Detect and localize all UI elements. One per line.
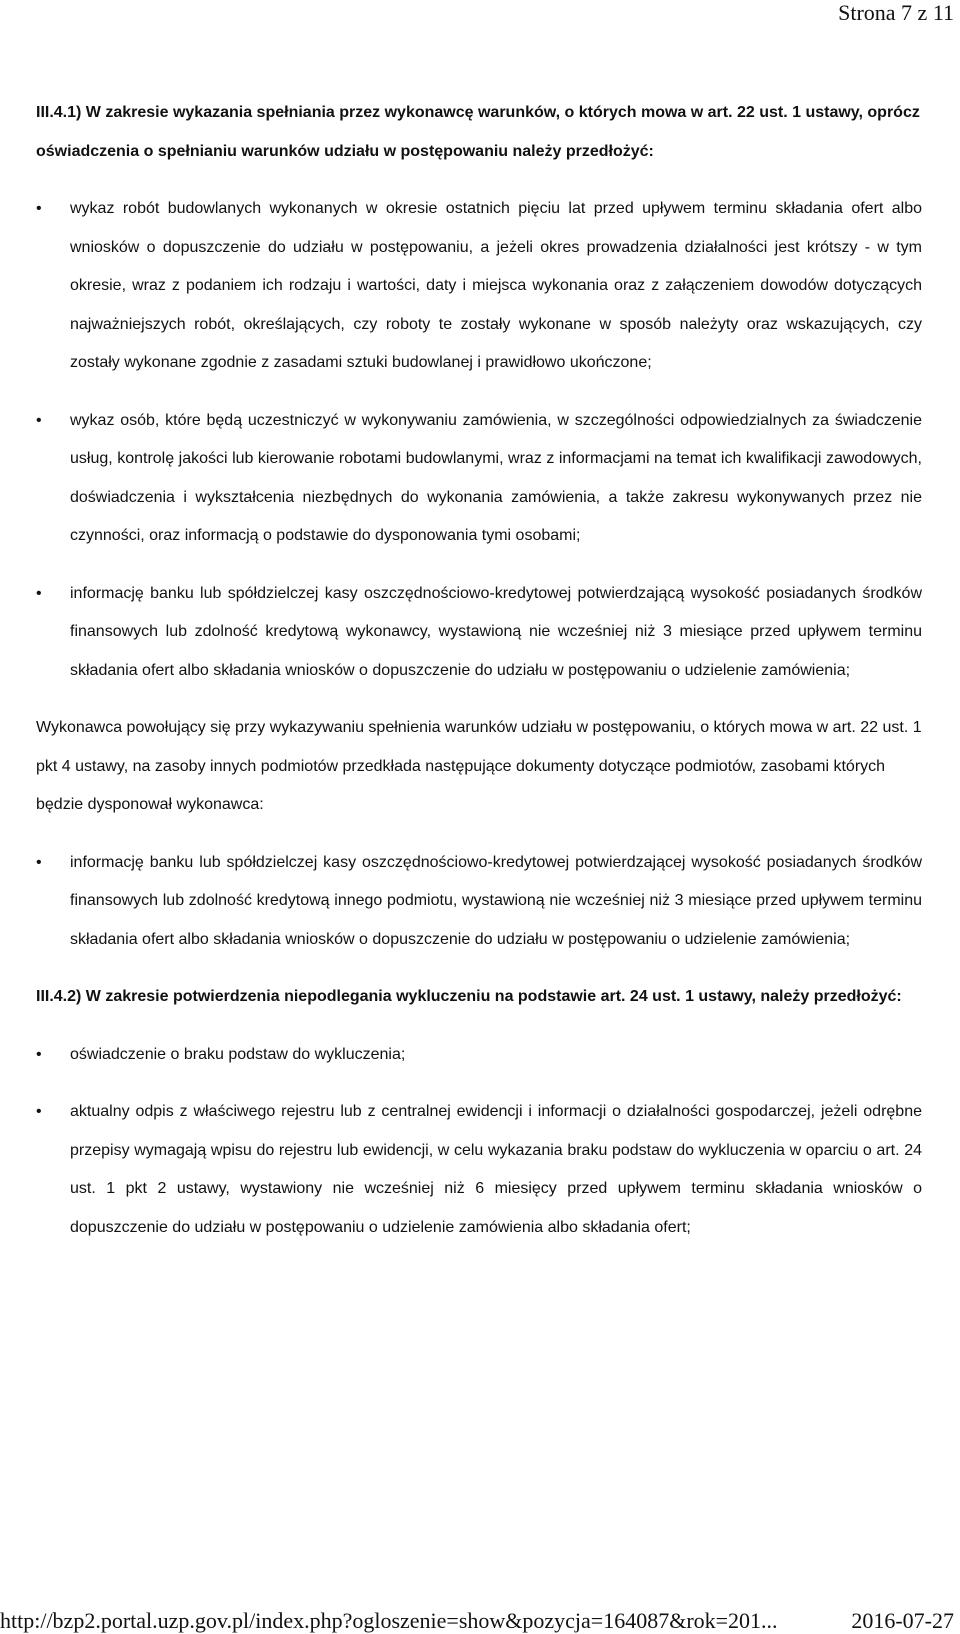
list-item: • aktualny odpis z właściwego rejestru lub z centralnej ewidencji i informacji o działalności gospodarczej, jeżeli odrębne przepisy wymagają wpisu do rejestru lub ewidencji, w celu wykazania braku podstaw do wykluczenia w oparciu o art. 24 ust. 1 pkt 2 ustawy, wystawiony nie wcześniej niż 6 miesięcy przed upływem terminu składania wniosków o dopuszczenie do udziału w postępowaniu o udzielenie zamówienia albo składania ofert; (36, 1093, 922, 1247)
list-item: • wykaz robót budowlanych wykonanych w okresie ostatnich pięciu lat przed upływem terminu składania ofert albo wniosków o dopuszczenie do udziału w postępowaniu, a jeżeli okres prowadzenia działalności jest krótszy - w tym okresie, wraz z podaniem ich rodzaju i wartości, daty i miejsca wykonania oraz z załączeniem dowodów dotyczących najważniejszych robót, określających, czy roboty te zostały wykonane w sposób należyty oraz wskazujących, czy zostały wykonane zgodnie z zasadami sztuki budowlanej i prawidłowo ukończone; (36, 190, 922, 383)
list-item: • wykaz osób, które będą uczestniczyć w wykonywaniu zamówienia, w szczególności odpowiedzialnych za świadczenie usług, kontrolę jakości lub kierowanie robotami budowlanymi, wraz z informacjami na temat ich kwalifikacji zawodowych, doświadczenia i wykształcenia niezbędnych do wykonania zamówienia, a także zakresu wykonywanych przez nie czynności, oraz informacją o podstawie do dysponowania tymi osobami; (36, 402, 922, 556)
section-heading-iii-4-2: III.4.2) W zakresie potwierdzenia niepodlegania wykluczeniu na podstawie art. 24 ust. 1 ustawy, należy przedłożyć: (36, 988, 902, 1005)
required-documents-list (36, 190, 922, 690)
footer-url: http://bzp2.portal.uzp.gov.pl/index.php?ogloszenie=show&pozycja=164087&rok=201... (0, 1608, 778, 1633)
resources-paragraph: Wykonawca powołujący się przy wykazywaniu spełnienia warunków udziału w postępowaniu, o których mowa w art. 22 ust. 1 pkt 4 ustawy, na zasoby innych podmiotów przedkłada następujące dokumenty dotyczące podmiotów, zasobami których będzie dysponował wykonawca: (36, 719, 922, 813)
other-entities-documents-list (36, 844, 922, 960)
page-footer (0, 1608, 960, 1634)
document-body (36, 94, 922, 1266)
list-item: • oświadczenie o braku podstaw do wykluczenia; (36, 1036, 922, 1075)
exclusion-documents-list (36, 1036, 922, 1248)
list-item: • informację banku lub spółdzielczej kasy oszczędnościowo-kredytowej potwierdzającej wysokość posiadanych środków finansowych lub zdolność kredytową innego podmiotu, wystawioną nie wcześniej niż 3 miesiące przed upływem terminu składania ofert albo składania wniosków o dopuszczenie do udziału w postępowaniu o udzielenie zamówienia; (36, 844, 922, 960)
list-item: • informację banku lub spółdzielczej kasy oszczędnościowo-kredytowej potwierdzającą wysokość posiadanych środków finansowych lub zdolność kredytową wykonawcy, wystawioną nie wcześniej niż 3 miesiące przed upływem terminu składania ofert albo składania wniosków o dopuszczenie do udziału w postępowaniu o udzielenie zamówienia; (36, 575, 922, 691)
footer-date: 2016-07-27 (851, 1608, 954, 1633)
section-heading-iii-4-1: III.4.1) W zakresie wykazania spełniania przez wykonawcę warunków, o których mowa w art. 22 ust. 1 ustawy, oprócz oświadczenia o spełnianiu warunków udziału w postępowaniu należy przedłożyć: (36, 104, 920, 160)
page-number: Strona 7 z 11 (838, 0, 954, 25)
